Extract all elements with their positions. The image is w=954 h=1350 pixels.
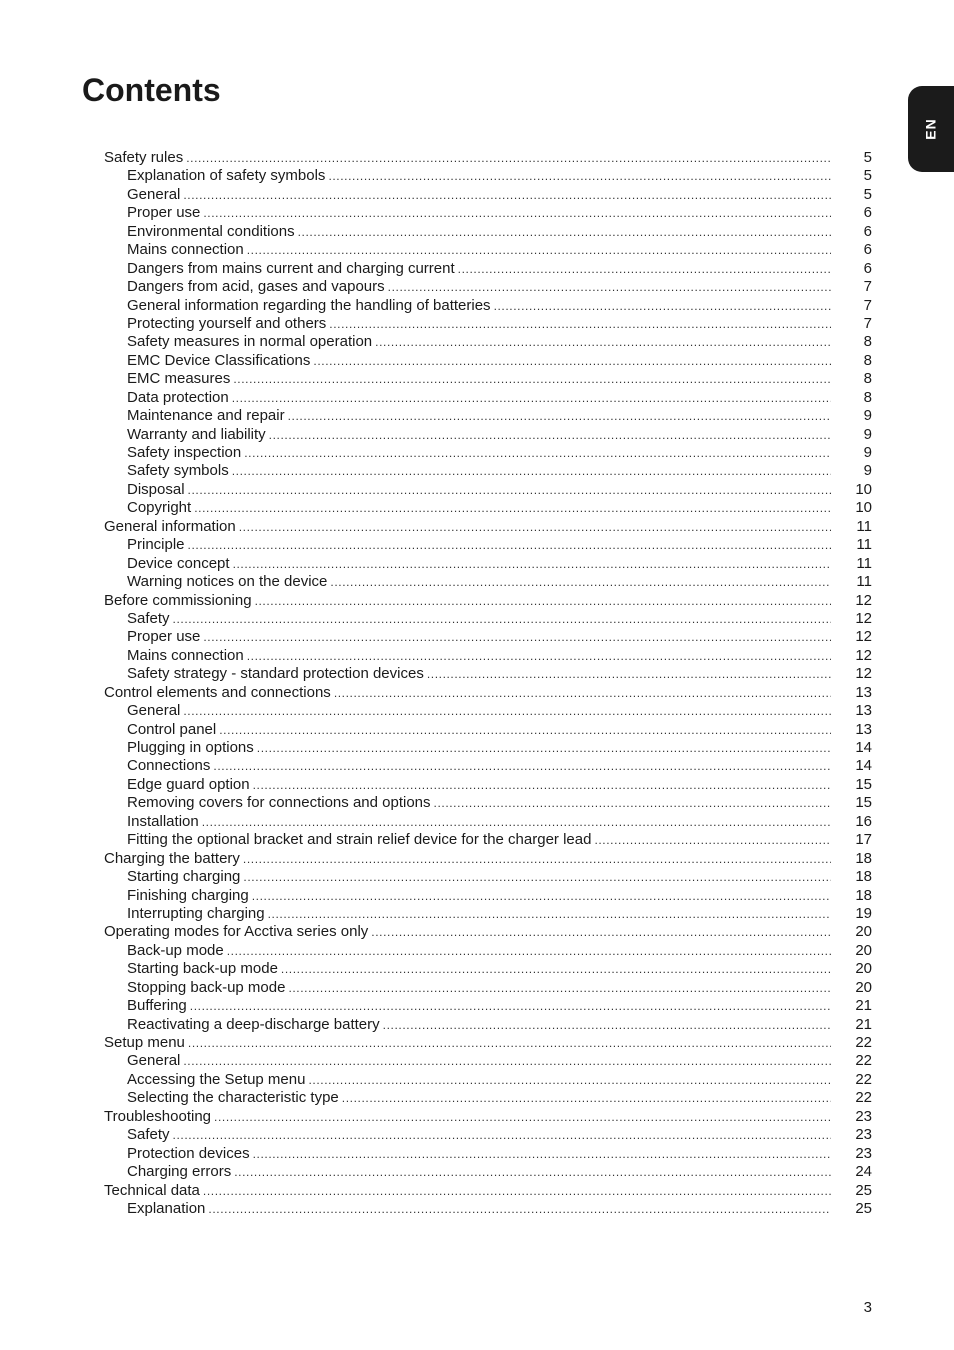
toc-dot-leader xyxy=(232,462,831,480)
toc-entry-title: Safety inspection xyxy=(127,444,242,461)
toc-entry-page: 22 xyxy=(855,1034,872,1051)
toc-entry-title: Safety measures in normal operation xyxy=(127,333,373,351)
toc-entry-title: Fitting the optional bracket and strain relief device for the charger lead xyxy=(127,831,592,849)
toc-entry-title: General xyxy=(127,1052,181,1070)
toc-entry-title: Principle xyxy=(127,536,185,554)
toc-entry-page: 12 xyxy=(855,665,872,683)
toc-entry[interactable] xyxy=(104,1145,872,1163)
toc-entry-title: Warranty and liability xyxy=(127,425,266,443)
toc-entry[interactable] xyxy=(104,905,872,923)
toc-entry-page: 22 xyxy=(855,1052,872,1070)
toc-dot-leader xyxy=(233,370,831,388)
toc-entry[interactable] xyxy=(104,1182,872,1200)
toc-entry-title: Removing covers for connections and options xyxy=(127,794,431,812)
toc-entry[interactable] xyxy=(104,702,872,720)
toc-entry-page: 9 xyxy=(863,425,872,443)
toc-entry-title: Protecting yourself and others xyxy=(127,314,327,332)
toc-entry-page: 25 xyxy=(855,1181,872,1199)
toc-dot-leader xyxy=(243,868,831,886)
toc-entry[interactable] xyxy=(104,352,872,370)
toc-entry[interactable] xyxy=(104,223,872,241)
toc-entry-page: 22 xyxy=(855,1070,872,1088)
toc-dot-leader xyxy=(232,389,831,407)
toc-entry-page: 20 xyxy=(855,960,872,978)
toc-entry-page: 8 xyxy=(863,388,872,406)
toc-entry-page: 12 xyxy=(855,646,872,664)
toc-entry-page: 11 xyxy=(856,517,872,535)
toc-entry[interactable] xyxy=(104,241,872,259)
toc-entry-page: 19 xyxy=(855,904,872,922)
toc-dot-leader xyxy=(342,1089,831,1107)
toc-entry[interactable] xyxy=(104,628,872,646)
toc-entry-title: Environmental conditions xyxy=(127,222,295,240)
toc-entry-title: General xyxy=(127,185,181,203)
toc-entry-page: 7 xyxy=(863,314,872,332)
toc-dot-leader xyxy=(188,536,831,554)
toc-entry-title: Plugging in options xyxy=(127,739,254,756)
toc-entry-title: Edge guard option xyxy=(127,775,250,793)
toc-dot-leader xyxy=(243,850,831,868)
toc-entry-page: 12 xyxy=(855,609,872,627)
toc-entry-page: 23 xyxy=(855,1144,872,1162)
toc-entry-page: 16 xyxy=(855,812,872,830)
toc-entry[interactable] xyxy=(104,739,872,757)
toc-entry-title: General information xyxy=(104,517,236,535)
toc-entry[interactable] xyxy=(104,149,872,167)
toc-dot-leader xyxy=(257,739,831,757)
toc-entry-page: 24 xyxy=(855,1163,872,1181)
page-title: Contents xyxy=(82,72,221,108)
toc-entry[interactable] xyxy=(104,333,872,351)
toc-entry[interactable] xyxy=(104,610,872,628)
toc-entry-page: 6 xyxy=(863,222,872,240)
toc-entry[interactable] xyxy=(104,923,872,941)
toc-dot-leader xyxy=(183,1052,831,1070)
toc-entry-page: 12 xyxy=(855,628,872,646)
toc-entry-title: Operating modes for Acctiva series only xyxy=(104,923,369,941)
toc-entry-page: 22 xyxy=(855,1089,872,1107)
toc-entry[interactable] xyxy=(104,850,872,868)
toc-entry[interactable] xyxy=(104,1200,872,1218)
toc-dot-leader xyxy=(173,1126,831,1144)
toc-entry-page: 20 xyxy=(855,978,872,996)
toc-entry-page: 15 xyxy=(855,794,872,812)
toc-dot-leader xyxy=(388,278,831,296)
toc-dot-leader xyxy=(308,1071,831,1089)
toc-entry[interactable] xyxy=(104,868,872,886)
toc-entry-title: Copyright xyxy=(127,499,192,517)
toc-entry[interactable] xyxy=(104,1163,872,1181)
toc-entry-title: Safety xyxy=(127,1126,170,1144)
toc-dot-leader xyxy=(427,665,831,683)
toc-entry[interactable] xyxy=(104,887,872,905)
toc-entry-title: Proper use xyxy=(127,628,201,646)
toc-entry-title: Selecting the characteristic type xyxy=(127,1089,339,1107)
toc-entry-title: Troubleshooting xyxy=(104,1107,212,1125)
toc-dot-leader xyxy=(234,1163,831,1181)
toc-entry-title: Buffering xyxy=(127,997,187,1015)
toc-entry[interactable] xyxy=(104,1126,872,1144)
toc-entry-page: 6 xyxy=(863,241,872,259)
toc-dot-leader xyxy=(255,592,831,610)
toc-dot-leader xyxy=(594,831,831,849)
toc-entry-page: 5 xyxy=(863,167,872,185)
toc-entry[interactable] xyxy=(104,499,872,517)
toc-entry-page: 7 xyxy=(863,278,872,296)
toc-dot-leader xyxy=(298,223,831,241)
toc-entry[interactable] xyxy=(104,757,872,775)
toc-dot-leader xyxy=(233,555,831,573)
toc-entry-page: 9 xyxy=(863,444,872,461)
toc-entry-title: Finishing charging xyxy=(127,886,249,904)
toc-dot-leader xyxy=(268,905,831,923)
toc-entry-page: 8 xyxy=(863,370,872,388)
toc-entry[interactable] xyxy=(104,684,872,702)
toc-entry-title: Safety symbols xyxy=(127,462,229,480)
toc-entry-title: Control elements and connections xyxy=(104,683,331,701)
toc-entry-page: 8 xyxy=(863,351,872,369)
toc-dot-leader xyxy=(190,997,831,1015)
toc-entry[interactable] xyxy=(104,278,872,296)
toc-entry[interactable] xyxy=(104,518,872,536)
toc-dot-leader xyxy=(383,1016,831,1034)
toc-dot-leader xyxy=(253,776,831,794)
toc-dot-leader xyxy=(203,628,831,646)
toc-dot-leader xyxy=(252,887,831,905)
toc-entry-page: 14 xyxy=(855,739,872,756)
toc-entry-title: Device concept xyxy=(127,554,230,572)
toc-dot-leader xyxy=(208,1200,831,1218)
page-number: 3 xyxy=(863,1299,872,1316)
toc-entry-title: Dangers from mains current and charging current xyxy=(127,259,455,277)
toc-entry-title: Stopping back-up mode xyxy=(127,978,286,996)
toc-dot-leader xyxy=(183,186,831,204)
toc-entry-title: Mains connection xyxy=(127,646,244,664)
toc-dot-leader xyxy=(371,923,831,941)
toc-entry-page: 5 xyxy=(863,185,872,203)
toc-dot-leader xyxy=(458,260,831,278)
language-tab xyxy=(908,86,954,172)
toc-entry[interactable] xyxy=(104,831,872,849)
toc-entry[interactable] xyxy=(104,647,872,665)
toc-entry-page: 13 xyxy=(855,702,872,720)
toc-entry-page: 21 xyxy=(855,997,872,1015)
toc-dot-leader xyxy=(247,647,831,665)
toc-entry[interactable] xyxy=(104,960,872,978)
toc-entry-page: 9 xyxy=(863,462,872,480)
toc-entry-page: 17 xyxy=(855,831,872,849)
toc-dot-leader xyxy=(494,297,831,315)
toc-entry[interactable] xyxy=(104,389,872,407)
toc-dot-leader xyxy=(203,204,831,222)
toc-entry-page: 14 xyxy=(855,757,872,775)
toc-entry-title: Interrupting charging xyxy=(127,904,265,922)
toc-entry-page: 9 xyxy=(863,407,872,425)
toc-entry-page: 11 xyxy=(856,536,872,554)
toc-dot-leader xyxy=(214,1108,831,1126)
toc-entry-title: EMC measures xyxy=(127,370,231,388)
toc-entry-title: Warning notices on the device xyxy=(127,573,328,591)
toc-dot-leader xyxy=(288,979,831,997)
toc-entry-title: Disposal xyxy=(127,480,185,498)
toc-entry-page: 8 xyxy=(863,333,872,351)
toc-dot-leader xyxy=(213,757,831,775)
toc-entry[interactable] xyxy=(104,1089,872,1107)
toc-entry-title: Starting back-up mode xyxy=(127,960,278,978)
toc-entry-title: General xyxy=(127,702,181,720)
toc-entry-page: 23 xyxy=(855,1107,872,1125)
toc-entry-title: Connections xyxy=(127,757,211,775)
language-tab-label: EN xyxy=(922,118,939,140)
toc-entry-title: Installation xyxy=(127,812,199,830)
toc-entry-title: Accessing the Setup menu xyxy=(127,1070,306,1088)
toc-entry-page: 12 xyxy=(855,591,872,609)
toc-entry[interactable] xyxy=(104,813,872,831)
toc-entry[interactable] xyxy=(104,1034,872,1052)
toc-entry-page: 20 xyxy=(855,941,872,959)
toc-entry[interactable] xyxy=(104,573,872,591)
toc-dot-leader xyxy=(244,444,831,462)
toc-entry-title: Proper use xyxy=(127,204,201,222)
toc-entry[interactable] xyxy=(104,794,872,812)
toc-entry[interactable] xyxy=(104,204,872,222)
toc-entry-page: 20 xyxy=(855,923,872,941)
toc-entry-title: Reactivating a deep-discharge battery xyxy=(127,1015,380,1033)
toc-dot-leader xyxy=(227,942,831,960)
toc-entry[interactable] xyxy=(104,462,872,480)
toc-entry[interactable] xyxy=(104,426,872,444)
toc-entry-title: Maintenance and repair xyxy=(127,407,285,425)
toc-dot-leader xyxy=(188,481,831,499)
toc-entry-title: Explanation xyxy=(127,1199,206,1217)
toc-entry-title: Technical data xyxy=(104,1181,200,1199)
toc-entry[interactable] xyxy=(104,1071,872,1089)
toc-dot-leader xyxy=(239,518,831,536)
toc-entry-title: Data protection xyxy=(127,388,229,406)
toc-dot-leader xyxy=(281,960,831,978)
toc-entry-title: Back-up mode xyxy=(127,941,224,959)
toc-entry-page: 25 xyxy=(855,1199,872,1217)
toc-entry[interactable] xyxy=(104,536,872,554)
toc-entry[interactable] xyxy=(104,315,872,333)
toc-entry[interactable] xyxy=(104,407,872,425)
toc-dot-leader xyxy=(330,573,831,591)
toc-dot-leader xyxy=(194,499,831,517)
toc-dot-leader xyxy=(313,352,831,370)
toc-entry-title: Explanation of safety symbols xyxy=(127,167,326,185)
toc-entry-title: Charging errors xyxy=(127,1163,232,1181)
toc-entry-title: Control panel xyxy=(127,720,217,738)
toc-entry-page: 18 xyxy=(855,886,872,904)
toc-entry-page: 6 xyxy=(863,204,872,222)
toc-entry[interactable] xyxy=(104,1052,872,1070)
toc-entry-title: Charging the battery xyxy=(104,849,240,867)
toc-dot-leader xyxy=(202,813,831,831)
toc-dot-leader xyxy=(328,167,831,185)
toc-entry-page: 18 xyxy=(855,868,872,886)
toc-entry-title: Before commissioning xyxy=(104,591,252,609)
toc-entry-title: EMC Device Classifications xyxy=(127,351,311,369)
toc-entry-title: Safety rules xyxy=(104,149,184,166)
toc-dot-leader xyxy=(219,721,831,739)
toc-entry-page: 11 xyxy=(856,554,872,572)
toc-entry[interactable] xyxy=(104,997,872,1015)
toc-dot-leader xyxy=(186,149,831,167)
toc-entry-title: Starting charging xyxy=(127,868,241,886)
toc-entry-page: 18 xyxy=(855,849,872,867)
toc-entry-page: 23 xyxy=(855,1126,872,1144)
toc-entry[interactable] xyxy=(104,979,872,997)
toc-dot-leader xyxy=(334,684,831,702)
toc-entry-page: 10 xyxy=(855,480,872,498)
toc-entry[interactable] xyxy=(104,260,872,278)
toc-entry[interactable] xyxy=(104,1108,872,1126)
toc-entry[interactable] xyxy=(104,370,872,388)
toc-entry[interactable] xyxy=(104,555,872,573)
toc-entry[interactable] xyxy=(104,942,872,960)
toc-entry-title: Dangers from acid, gases and vapours xyxy=(127,278,385,296)
toc-entry-page: 13 xyxy=(855,683,872,701)
toc-entry-title: Mains connection xyxy=(127,241,244,259)
toc-entry-title: General information regarding the handling of batteries xyxy=(127,296,491,314)
toc-entry-page: 21 xyxy=(855,1015,872,1033)
toc-dot-leader xyxy=(183,702,831,720)
toc-entry[interactable] xyxy=(104,167,872,185)
toc-dot-leader xyxy=(203,1182,831,1200)
toc-dot-leader xyxy=(188,1034,831,1052)
toc-entry[interactable] xyxy=(104,665,872,683)
toc-entry[interactable] xyxy=(104,1016,872,1034)
toc-entry-page: 6 xyxy=(863,259,872,277)
toc-dot-leader xyxy=(329,315,831,333)
toc-entry-title: Safety xyxy=(127,609,170,627)
toc-entry-title: Safety strategy - standard protection devices xyxy=(127,665,424,683)
toc-entry[interactable] xyxy=(104,297,872,315)
toc-entry[interactable] xyxy=(104,592,872,610)
toc-entry[interactable] xyxy=(104,776,872,794)
toc-entry[interactable] xyxy=(104,186,872,204)
toc-entry-page: 13 xyxy=(855,720,872,738)
toc-entry-page: 10 xyxy=(855,499,872,517)
toc-entry[interactable] xyxy=(104,721,872,739)
toc-dot-leader xyxy=(288,407,831,425)
toc-entry-title: Setup menu xyxy=(104,1034,185,1051)
toc-dot-leader xyxy=(434,794,831,812)
toc-entry-page: 5 xyxy=(863,149,872,166)
toc-dot-leader xyxy=(269,426,831,444)
toc-dot-leader xyxy=(173,610,831,628)
toc-entry-page: 11 xyxy=(856,573,872,591)
toc-entry[interactable] xyxy=(104,481,872,499)
toc-entry-page: 7 xyxy=(863,296,872,314)
toc-dot-leader xyxy=(247,241,831,259)
toc-entry-page: 15 xyxy=(855,775,872,793)
table-of-contents xyxy=(104,149,872,1218)
toc-entry[interactable] xyxy=(104,444,872,462)
toc-entry-title: Protection devices xyxy=(127,1144,250,1162)
toc-dot-leader xyxy=(375,333,831,351)
toc-dot-leader xyxy=(253,1145,831,1163)
